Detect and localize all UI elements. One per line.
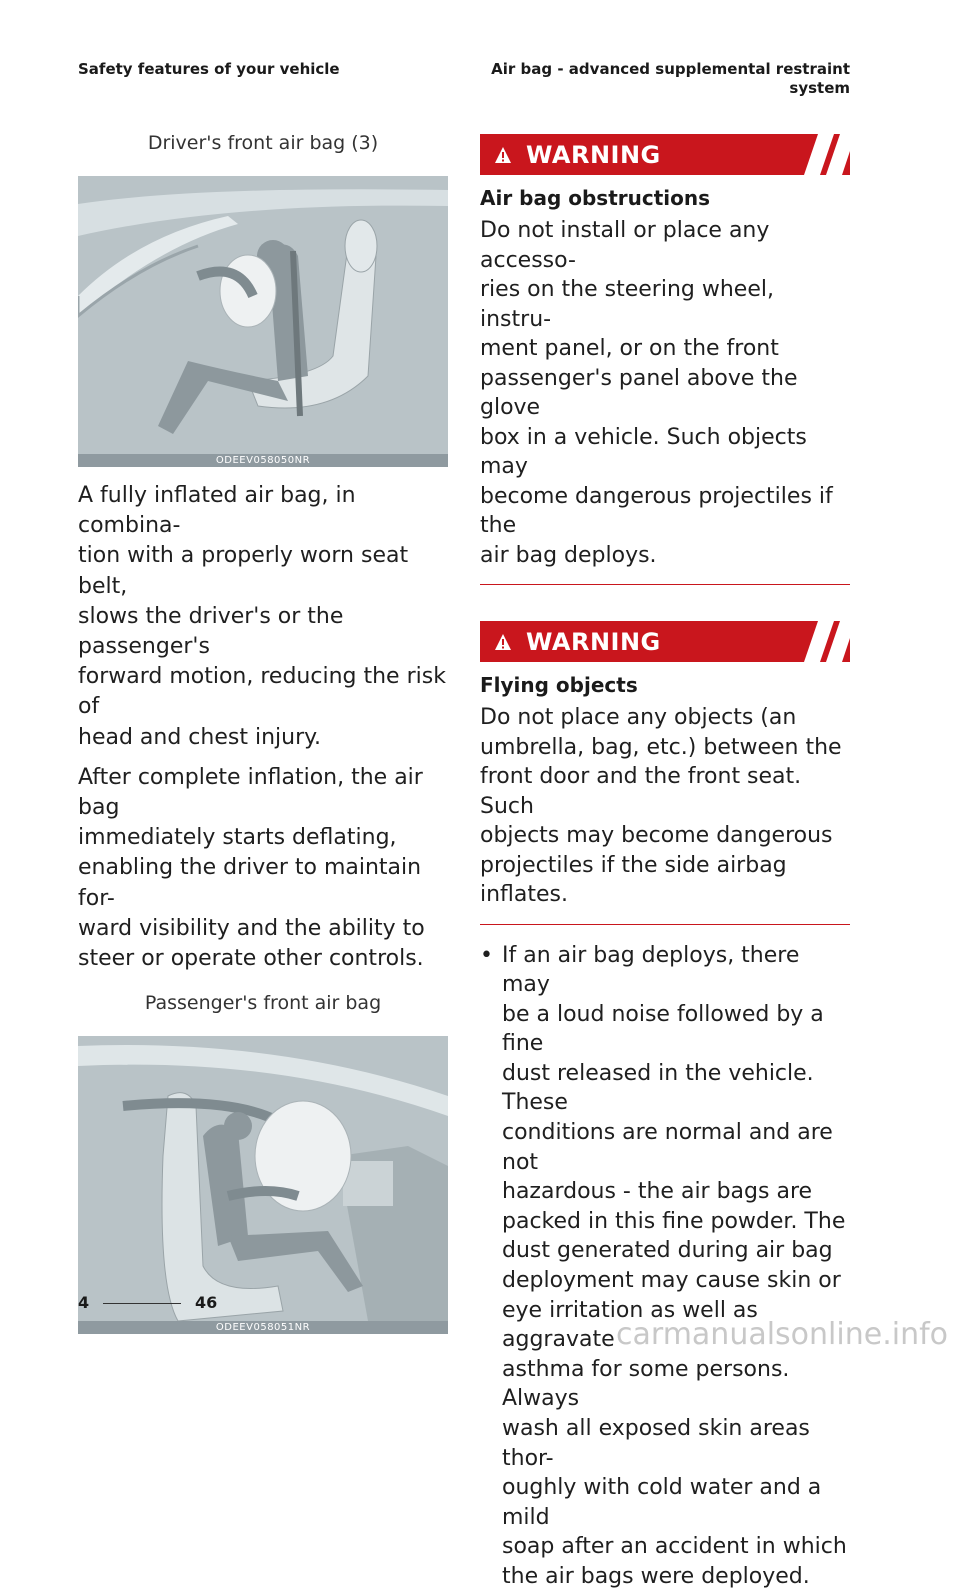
bl-2: be a loud noise followed by a fine (502, 1001, 824, 1057)
warning-divider (480, 584, 850, 585)
warning-banner-obstructions (480, 134, 850, 175)
warning-label: WARNING (526, 140, 661, 169)
w2-line3: front door and the front seat. Such (480, 764, 802, 819)
w1-line6: become dangerous projectiles if the (480, 483, 833, 538)
passenger-airbag-figure (78, 1036, 448, 1334)
para1-line3: slows the driver's or the passenger's (78, 603, 344, 660)
right-column (480, 134, 850, 1592)
driver-airbag-figure (78, 176, 448, 467)
deflation-paragraph (78, 763, 448, 974)
para2-line1: After complete inflation, the air bag (78, 764, 423, 821)
w1-line7: air bag deploys. (480, 542, 657, 568)
w2-line5: projectiles if the side airbag inflates. (480, 852, 787, 907)
bl-3: dust released in the vehicle. These (502, 1060, 814, 1116)
bl-10: asthma for some persons. Always (502, 1356, 790, 1412)
bullet-airbag-dust (480, 941, 850, 1592)
warning-text-flying-objects (480, 703, 850, 910)
w1-line5: box in a vehicle. Such objects may (480, 424, 807, 479)
running-header-right (490, 60, 850, 98)
para1-line1: A fully inflated air bag, in combina- (78, 483, 356, 539)
bl-4: conditions are normal and are not (502, 1120, 833, 1175)
w2-line2: umbrella, bag, etc.) between the (480, 734, 842, 760)
bl-7: dust generated during air bag (502, 1238, 833, 1264)
w1-line4: passenger's panel above the glove (480, 365, 798, 420)
para1-line4: forward motion, reducing the risk of (78, 664, 446, 720)
w1-line2: ries on the steering wheel, instru- (480, 277, 774, 332)
running-header-right-line2: system (789, 79, 850, 97)
warning-title-flying-objects: Flying objects (480, 673, 638, 697)
driver-airbag-illustration (78, 176, 448, 454)
running-header-left: Safety features of your vehicle (78, 60, 340, 78)
chapter-number: 4 (78, 1293, 90, 1312)
running-header-right-line1: Air bag - advanced supplemental restraint (491, 60, 850, 78)
left-column (78, 130, 448, 1334)
warning-banner-flying-objects (480, 621, 850, 662)
figure-code-driver: ODEEV058050NR (78, 454, 448, 467)
w2-line1: Do not place any objects (an (480, 705, 797, 730)
bl-9: eye irritation as well as aggravate (502, 1297, 758, 1353)
bl-11: wash all exposed skin areas thor- (502, 1416, 810, 1471)
warning-stripes-icon (790, 134, 850, 175)
figure-code-passenger: ODEEV058051NR (78, 1321, 448, 1334)
para2-line5: steer or operate other controls. (78, 946, 424, 972)
watermark: carmanualsonline.info (616, 1317, 948, 1352)
warning-stripes-icon (790, 621, 850, 662)
warning-triangle-icon (494, 633, 512, 651)
bl-14: the air bags were deployed. (502, 1563, 810, 1589)
para1-line5: head and chest injury. (78, 724, 321, 750)
bl-13: soap after an accident in which (502, 1534, 847, 1560)
warning-label: WARNING (526, 627, 661, 656)
bl-6: packed in this fine powder. The (502, 1208, 846, 1234)
w2-line4: objects may become dangerous (480, 823, 833, 848)
figure-caption-passenger: Passenger's front air bag (144, 992, 382, 1015)
page-number: 46 (195, 1293, 218, 1312)
para1-line2: tion with a properly worn seat belt, (78, 543, 409, 599)
bl-8: deployment may cause skin or (502, 1268, 841, 1294)
bullet-marker: • (480, 942, 493, 968)
w1-line1: Do not install or place any accesso- (480, 218, 770, 273)
figure-caption-driver: Driver's front air bag (3) (147, 132, 379, 154)
warning-title-obstructions: Air bag obstructions (480, 186, 711, 210)
inflation-paragraph (78, 481, 448, 753)
warning-divider (480, 924, 850, 925)
para2-line4: ward visibility and the ability to (78, 915, 425, 941)
para2-line2: immediately starts deflating, (78, 825, 397, 851)
w1-line3: ment panel, or on the front (480, 336, 779, 361)
bl-1: If an air bag deploys, there may (502, 942, 800, 998)
para2-line3: enabling the driver to maintain for- (78, 855, 422, 911)
passenger-airbag-illustration (78, 1036, 448, 1321)
footer-rule (103, 1303, 181, 1304)
warning-text-obstructions (480, 216, 850, 570)
bl-12: oughly with cold water and a mild (502, 1475, 822, 1530)
bl-5: hazardous - the air bags are (502, 1179, 813, 1205)
warning-triangle-icon (494, 146, 512, 164)
